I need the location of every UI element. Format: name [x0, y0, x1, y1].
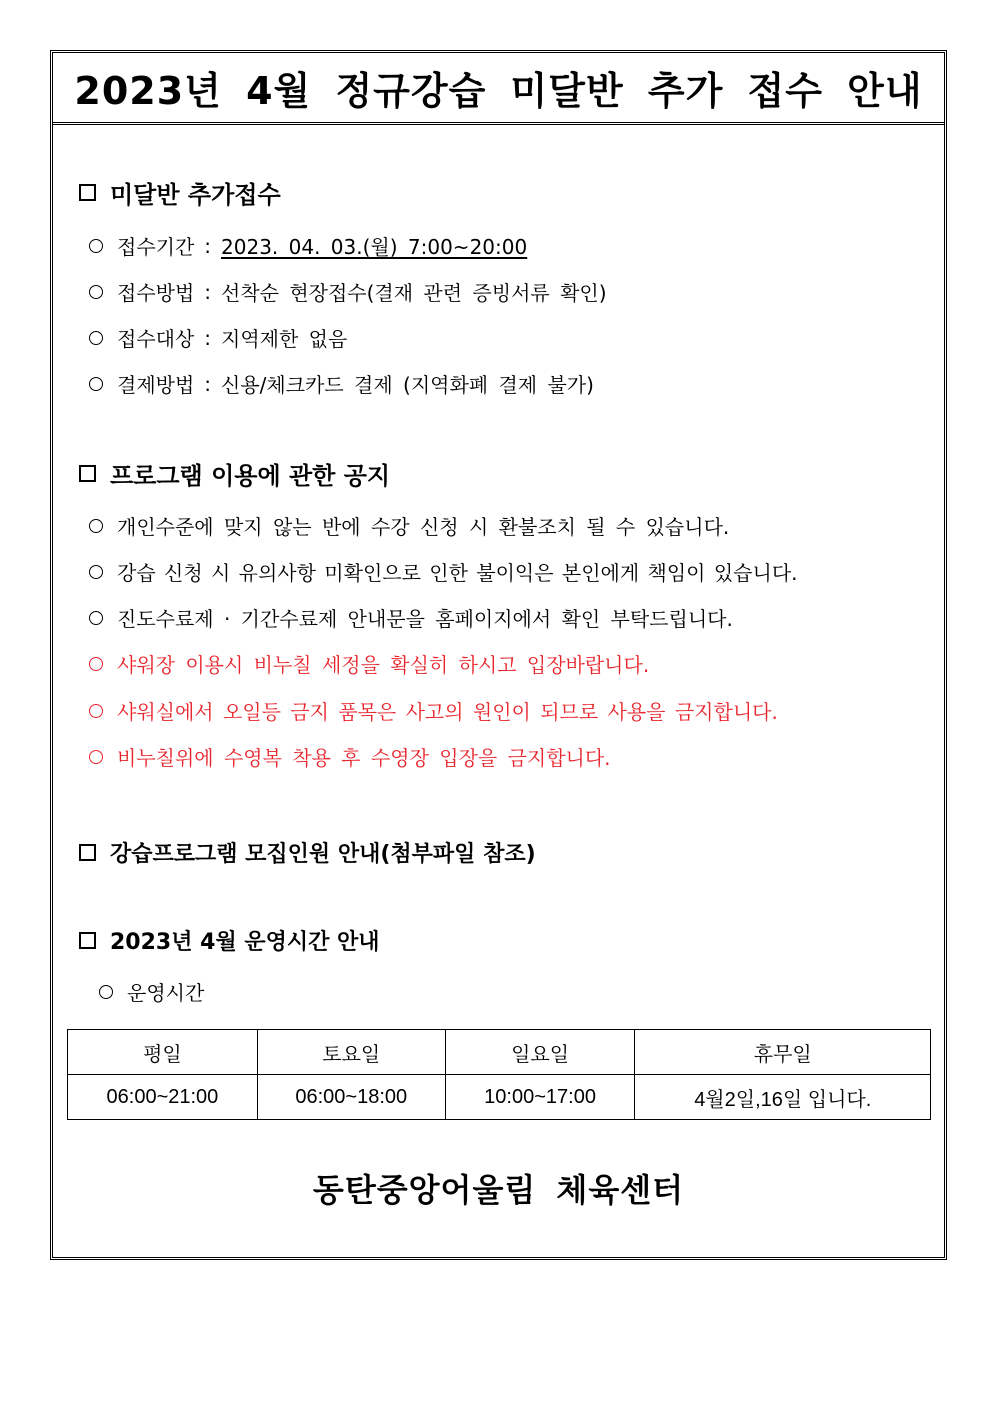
circle-bullet-icon: [89, 657, 103, 671]
item-value: 지역제한 없음: [221, 327, 348, 351]
table-cell: 10:00~17:00: [445, 1075, 635, 1120]
notice-text: 샤워장 이용시 비누칠 세정을 확실히 하시고 입장바랍니다.: [117, 653, 650, 677]
table-cell: 4월2일,16일 입니다.: [635, 1075, 931, 1120]
circle-bullet-icon: [89, 285, 103, 299]
table-row: [68, 1075, 931, 1120]
notice-item-warning: [89, 696, 778, 725]
title-box: [53, 53, 944, 125]
section-heading-program-notice: [79, 456, 390, 491]
notice-item: [89, 603, 733, 632]
circle-bullet-icon: [89, 239, 103, 253]
colon-separator: :: [204, 325, 212, 350]
notice-text: 샤워실에서 오일등 금지 품목은 사고의 원인이 되므로 사용을 금지합니다.: [117, 700, 778, 724]
item-value: 2023. 04. 03.(월) 7:00~20:00: [221, 235, 528, 259]
checkbox-icon: [79, 844, 96, 861]
list-item-period: [89, 231, 527, 260]
notice-text: 비누칠위에 수영복 착용 후 수영장 입장을 금지합니다.: [117, 746, 611, 770]
table-cell: 06:00~18:00: [257, 1075, 445, 1120]
section-heading-text: 미달반 추가접수: [110, 181, 281, 209]
circle-bullet-icon: [89, 519, 103, 533]
table-header-cell: 평일: [68, 1030, 258, 1075]
item-value: 선착순 현장접수(결재 관련 증빙서류 확인): [221, 281, 607, 305]
notice-text: 진도수료제 · 기간수료제 안내문을 홈페이지에서 확인 부탁드립니다.: [117, 607, 733, 631]
colon-separator: :: [204, 279, 212, 304]
list-item-payment: [89, 369, 594, 398]
circle-bullet-icon: [89, 565, 103, 579]
item-label: 접수방법: [117, 281, 195, 305]
circle-bullet-icon: [89, 331, 103, 345]
section-heading-operating-hours: [79, 925, 380, 956]
item-label: 접수기간: [117, 235, 195, 259]
section-heading-text: 강습프로그램 모집인원 안내(첨부파일 참조): [110, 842, 536, 867]
circle-bullet-icon: [99, 985, 113, 999]
list-item-target: [89, 323, 347, 352]
notice-item-warning: [89, 649, 649, 678]
notice-text: 개인수준에 맞지 않는 반에 수강 신청 시 환불조치 될 수 있습니다.: [117, 515, 730, 539]
footer-organization: 동탄중앙어울림 체육센터: [312, 1171, 685, 1209]
item-label: 접수대상: [117, 327, 195, 351]
checkbox-icon: [79, 465, 96, 482]
circle-bullet-icon: [89, 611, 103, 625]
list-item-method: [89, 277, 607, 306]
item-label: 운영시간: [127, 981, 205, 1005]
section-heading-text: 프로그램 이용에 관한 공지: [110, 462, 391, 490]
colon-separator: :: [204, 233, 212, 258]
notice-item: [89, 557, 798, 586]
section-heading-text: 2023년 4월 운영시간 안내: [110, 930, 380, 955]
circle-bullet-icon: [89, 704, 103, 718]
checkbox-icon: [79, 184, 96, 201]
circle-bullet-icon: [89, 750, 103, 764]
section-heading-recruitment: [79, 837, 536, 868]
item-value: 신용/체크카드 결제 (지역화폐 결제 불가): [221, 373, 594, 397]
table-cell: 06:00~21:00: [68, 1075, 258, 1120]
table-header-cell: 일요일: [445, 1030, 635, 1075]
notice-text: 강습 신청 시 유의사항 미확인으로 인한 불이익은 본인에게 책임이 있습니다.: [117, 561, 798, 585]
section-heading-additional-registration: [79, 175, 281, 210]
notice-item: [89, 511, 729, 540]
table-header-cell: 토요일: [257, 1030, 445, 1075]
table-header-cell: 휴무일: [635, 1030, 931, 1075]
colon-separator: :: [204, 371, 212, 396]
item-label: 결제방법: [117, 373, 195, 397]
circle-bullet-icon: [89, 377, 103, 391]
page-title: 2023년 4월 정규강습 미달반 추가 접수 안내: [74, 69, 923, 113]
notice-item-warning: [89, 742, 611, 771]
operating-hours-table: [67, 1029, 931, 1120]
list-item-hours: [99, 977, 204, 1006]
checkbox-icon: [79, 932, 96, 949]
notice-frame: [50, 50, 947, 1260]
table-header-row: [68, 1030, 931, 1075]
